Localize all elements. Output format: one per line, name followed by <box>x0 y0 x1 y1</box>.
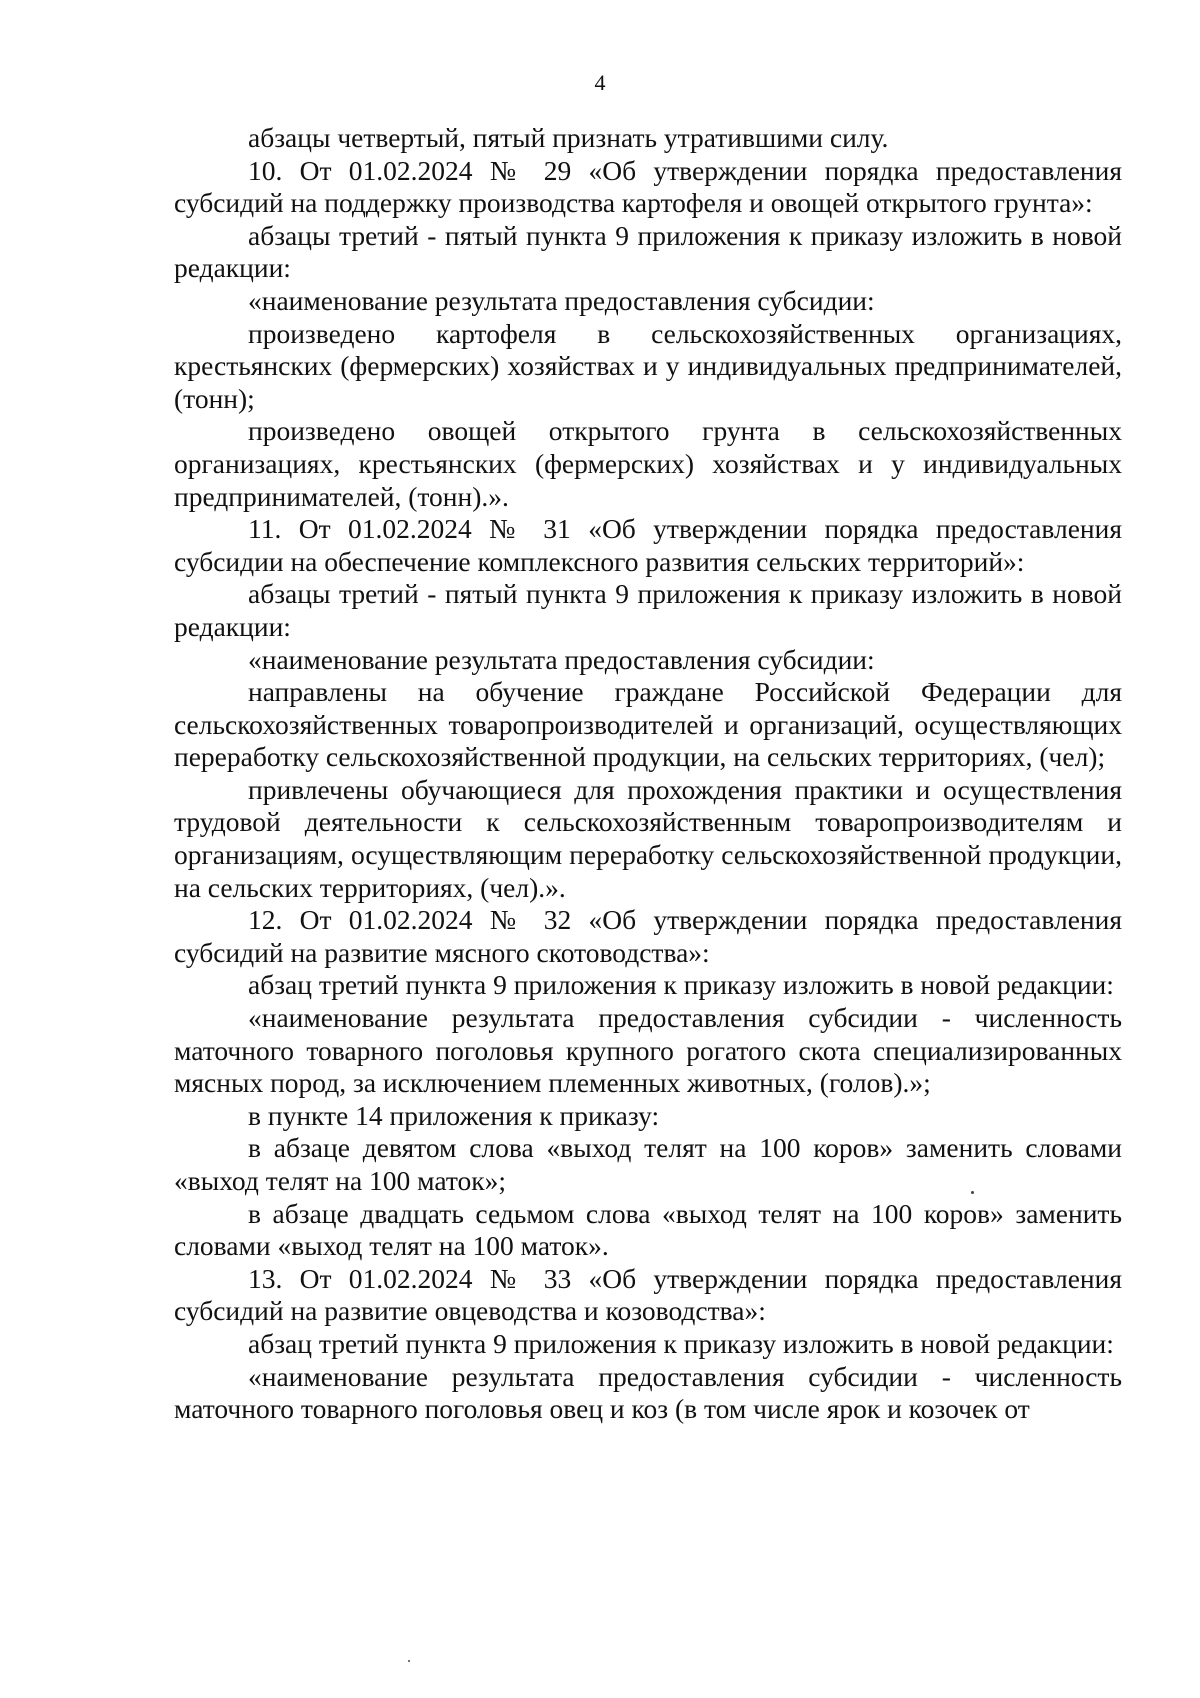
scan-speck <box>971 1191 974 1194</box>
paragraph: произведено овощей открытого грунта в сельскохозяйственных организациях, крестьянских (фермерских) хозяйствах и у индивидуальных предпринимателей, (тонн).». <box>174 415 1122 512</box>
paragraph: в абзаце двадцать седьмом слова «выход телят на 100 коров» заменить словами «выход телят на 100 маток». <box>174 1197 1122 1262</box>
paragraph: «наименование результата предоставления субсидии - численность маточного товарного поголовья крупного рогатого скота специализированных мясных пород, за исключением племенных животных, (голов).»; <box>174 1002 1122 1099</box>
page-number: 4 <box>594 70 606 95</box>
paragraph: в абзаце девятом слова «выход телят на 100 коров» заменить словами «выход телят на 100 маток»; <box>174 1132 1122 1196</box>
paragraph: произведено картофеля в сельскохозяйственных организациях, крестьянских (фермерских) хозяйствах и у индивидуальных предпринимателей, (тонн); <box>174 317 1122 414</box>
paragraph: 11. От 01.02.2024 № 31 «Об утверждении порядка предоставления субсидии на обеспечение комплексного развития сельских территорий»: <box>174 513 1122 577</box>
paragraph: абзац третий пункта 9 приложения к приказу изложить в новой редакции: <box>248 969 1114 1001</box>
paragraph: направлены на обучение граждане Российской Федерации для сельскохозяйственных товаропроизводителей и организаций, осуществляющих переработку сельскохозяйственной продукции, на сельских территориях, (чел); <box>174 676 1122 773</box>
paragraph: 13. От 01.02.2024 № 33 «Об утверждении порядка предоставления субсидий на развитие овцеводства и козоводства»: <box>174 1262 1122 1327</box>
paragraph: абзац третий пункта 9 приложения к приказу изложить в новой редакции: <box>248 1327 1114 1359</box>
scan-speck <box>408 1660 410 1662</box>
paragraph: абзацы третий - пятый пункта 9 приложения к приказу изложить в новой редакции: <box>174 219 1122 284</box>
paragraph: привлечены обучающиеся для прохождения практики и осуществления трудовой деятельности к сельскохозяйственным товаропроизводителям и организациям, осуществляющим переработку сельскохозяйственной продукции, на сельских территориях, (чел).». <box>174 773 1122 903</box>
paragraph: «наименование результата предоставления субсидии: <box>248 643 875 675</box>
paragraph: абзацы третий - пятый пункта 9 приложения к приказу изложить в новой редакции: <box>174 578 1122 642</box>
paragraph: в пункте 14 приложения к приказу: <box>248 1099 660 1131</box>
paragraph: «наименование результата предоставления субсидии: <box>248 284 875 316</box>
paragraph: 12. От 01.02.2024 № 32 «Об утверждении порядка предоставления субсидий на развитие мясного скотоводства»: <box>174 904 1122 968</box>
paragraph: «наименование результата предоставления субсидии - численность маточного товарного поголовья овец и коз (в том числе ярок и козочек от <box>174 1360 1122 1425</box>
paragraph: абзацы четвертый, пятый признать утратившими силу. <box>248 122 889 153</box>
document-body <box>174 122 1122 1426</box>
paragraph: 10. От 01.02.2024 № 29 «Об утверждении порядка предоставления субсидий на поддержку производства картофеля и овощей открытого грунта»: <box>174 154 1122 219</box>
